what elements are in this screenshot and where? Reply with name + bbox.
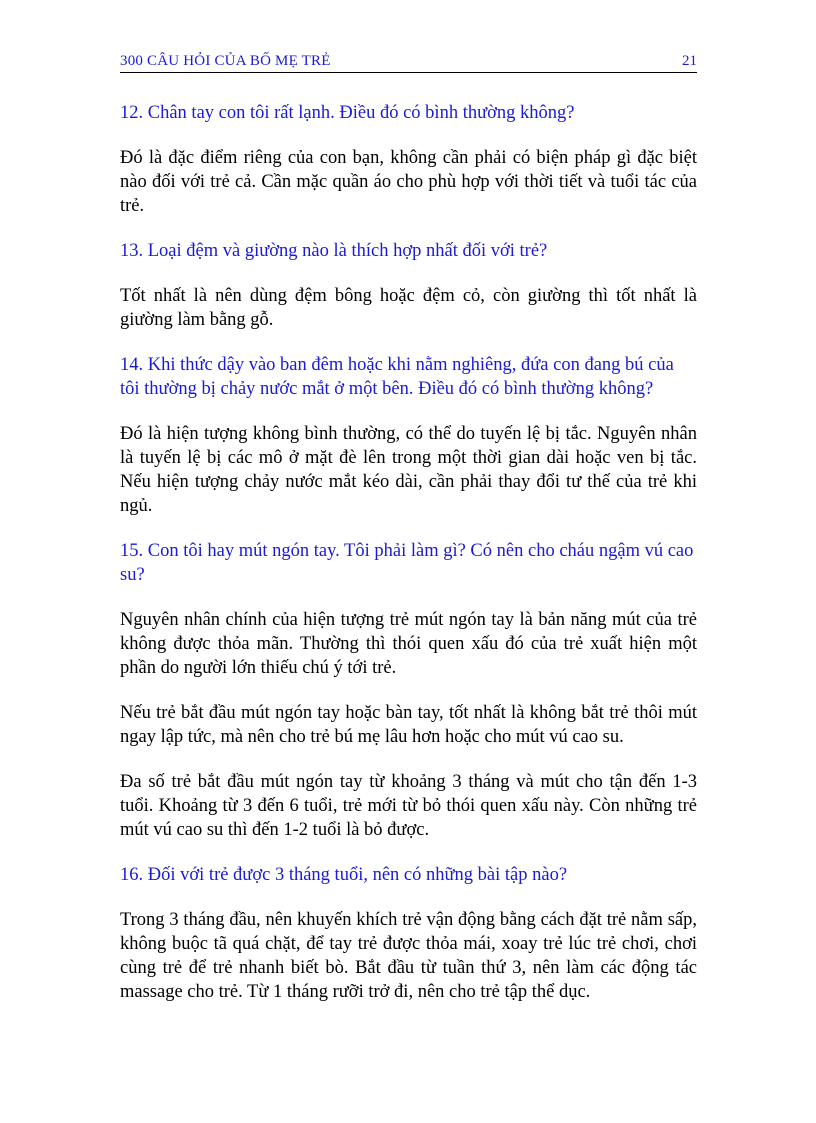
book-title: 300 CÂU HỎI CỦA BỐ MẸ TRẺ <box>120 53 331 69</box>
answer-15-paragraph-1: Nguyên nhân chính của hiện tượng trẻ mút ngón tay là bản năng mút của trẻ không được thỏa mãn. Thường thì thói quen xấu đó của trẻ xuất hiện một phần do người lớn thiếu chú ý tới trẻ. <box>120 610 697 678</box>
answer-12: Đó là đặc điểm riêng của con bạn, không cần phải có biện pháp gì đặc biệt nào đối với trẻ cả. Cần mặc quần áo cho phù hợp với thời tiết và tuổi tác của trẻ. <box>120 148 697 216</box>
question-15: 15. Con tôi hay mút ngón tay. Tôi phải làm gì? Có nên cho cháu ngậm vú cao su? <box>120 541 694 585</box>
question-13: 13. Loại đệm và giường nào là thích hợp nhất đối với trẻ? <box>120 241 548 261</box>
question-16: 16. Đối với trẻ được 3 tháng tuổi, nên có những bài tập nào? <box>120 865 568 885</box>
question-14: 14. Khi thức dậy vào ban đêm hoặc khi nằm nghiêng, đứa con đang bú của tôi thường bị chảy nước mắt ở một bên. Điều đó có bình thường không? <box>120 355 674 399</box>
answer-13: Tốt nhất là nên dùng đệm bông hoặc đệm cỏ, còn giường thì tốt nhất là giường làm bằng gỗ. <box>120 286 697 330</box>
question-12: 12. Chân tay con tôi rất lạnh. Điều đó có bình thường không? <box>120 103 575 123</box>
answer-16: Trong 3 tháng đầu, nên khuyến khích trẻ vận động bằng cách đặt trẻ nằm sấp, không buộc tã quá chặt, để tay trẻ được thỏa mái, xoay trẻ lúc trẻ chơi, chơi cùng trẻ để trẻ nhanh biết bò. Bắt đầu từ tuần thứ 3, nên làm các động tác massage cho trẻ. Từ 1 tháng rưỡi trở đi, nên cho trẻ tập thể dục. <box>120 910 697 1002</box>
answer-15-paragraph-3: Đa số trẻ bắt đầu mút ngón tay từ khoảng 3 tháng và mút cho tận đến 1-3 tuổi. Khoảng từ 3 đến 6 tuổi, trẻ mới từ bỏ thói quen xấu này. Còn những trẻ mút vú cao su thì đến 1-2 tuổi là bỏ được. <box>120 772 697 840</box>
answer-15-paragraph-2: Nếu trẻ bắt đầu mút ngón tay hoặc bàn tay, tốt nhất là không bắt trẻ thôi mút ngay lập tức, mà nên cho trẻ bú mẹ lâu hơn hoặc cho mút vú cao su. <box>120 703 697 747</box>
page-content <box>120 101 697 1025</box>
page-header <box>120 52 697 73</box>
page-number: 21 <box>682 53 697 69</box>
answer-14: Đó là hiện tượng không bình thường, có thể do tuyến lệ bị tắc. Nguyên nhân là tuyến lệ bị các mô ở mặt đè lên trong một thời gian dài hoặc ven bị tắc. Nếu hiện tượng chảy nước mắt kéo dài, cần phải thay đổi tư thế của trẻ khi ngủ. <box>120 424 697 516</box>
